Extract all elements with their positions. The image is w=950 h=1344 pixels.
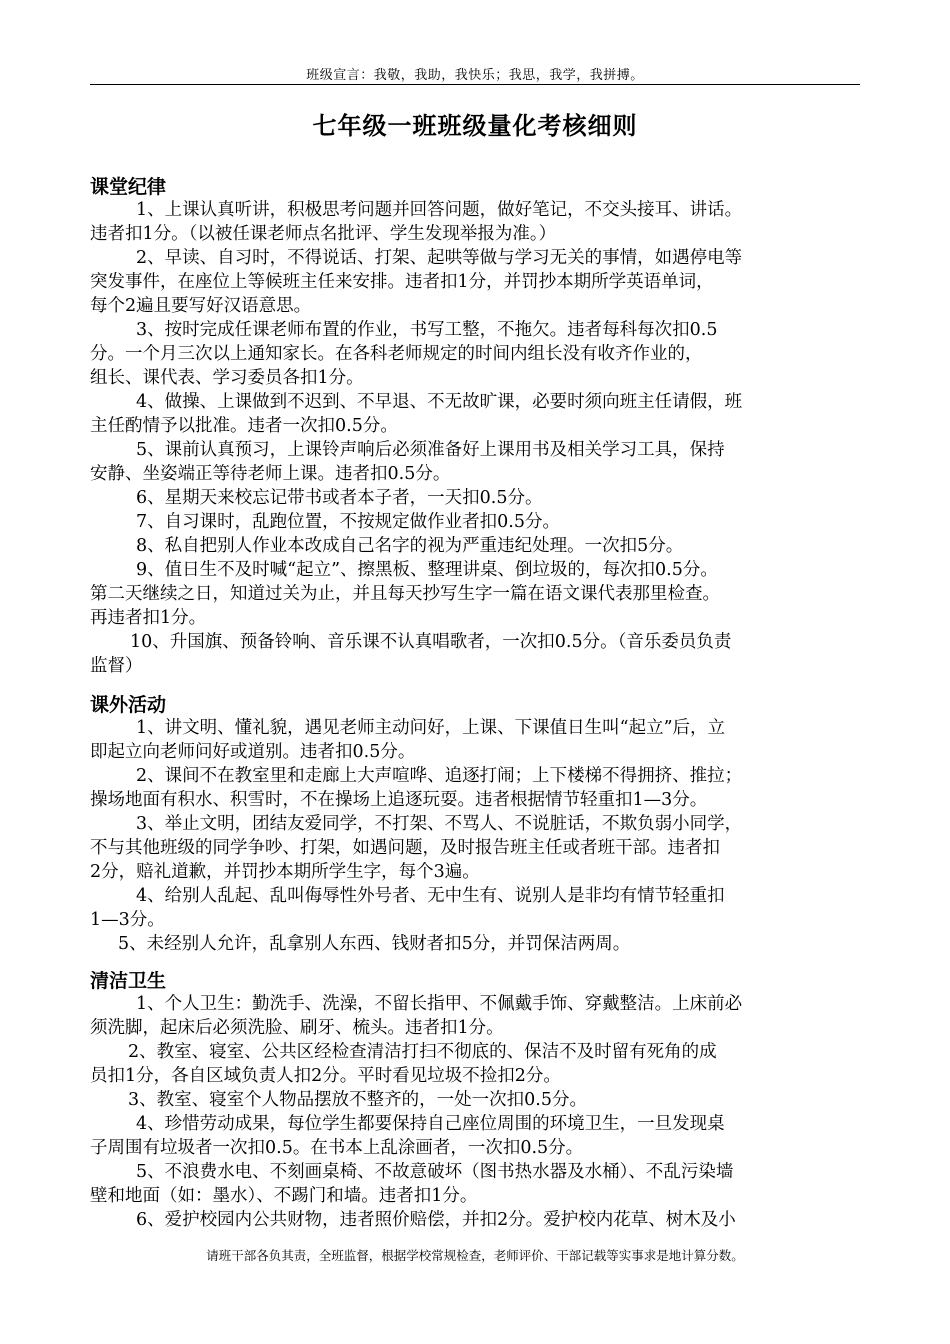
rule-line: 安静、坐姿端正等待老师上课。违者扣0.5分。 (90, 464, 451, 484)
footer-note: 请班干部各负其责，全班监督，根据学校常规检查，老师评价、干部记载等实事求是地计算分数。 (206, 1248, 744, 1263)
rule-line: 7、自习课时，乱跑位置，不按规定做作业者扣0.5分。 (136, 512, 560, 532)
rule-line: 每个2遍且要写好汉语意思。 (90, 296, 312, 316)
rule-line: 4、珍惜劳动成果，每位学生都要保持自己座位周围的环境卫生，一旦发现桌 (136, 1114, 725, 1134)
rule-line: 3、教室、寝室个人物品摆放不整齐的，一处一次扣0.5分。 (128, 1090, 587, 1110)
rule-line: 3、举止文明，团结友爱同学，不打架、不骂人、不说脏话，不欺负弱小同学， (136, 814, 743, 834)
rule-line: 违者扣1分。（以被任课老师点名批评、学生发现举报为准。） (90, 224, 557, 244)
header-divider (90, 84, 860, 85)
rule-line: 1—3分。 (90, 910, 165, 930)
rule-line: 5、未经别人允许，乱拿别人东西、钱财者扣5分，并罚保洁两周。 (118, 934, 631, 954)
rule-line: 须洗脚，起床后必须洗脸、刷牙、梳头。违者扣1分。 (90, 1018, 504, 1038)
rule-line: 员扣1分，各自区域负责人扣2分。平时看见垃圾不捡扣2分。 (90, 1066, 561, 1086)
section-heading-activities: 课外活动 (90, 694, 167, 716)
rule-line: 2分，赔礼道歉，并罚抄本期所学生字，每个3遍。 (90, 862, 480, 882)
rule-line: 即起立向老师问好或道别。违者扣0.5分。 (90, 742, 416, 762)
rule-line: 不与其他班级的同学争吵、打架，如遇问题，及时报告班主任或者班干部。违者扣 (90, 838, 720, 858)
rule-line: 第二天继续之日，知道过关为止，并且每天抄写生字一篇在语文课代表那里检查。 (90, 584, 720, 604)
rule-line: 突发事件，在座位上等候班主任来安排。违者扣1分，并罚抄本期所学英语单词， (90, 272, 714, 292)
rule-line: 6、星期天来校忘记带书或者本子者，一天扣0.5分。 (136, 488, 543, 508)
rule-line: 4、做操、上课做到不迟到、不早退、不无故旷课，必要时须向班主任请假，班 (136, 392, 743, 412)
rule-line: 组长、课代表、学习委员各扣1分。 (90, 368, 364, 388)
rule-line: 操场地面有积水、积雪时，不在操场上追逐玩耍。违者根据情节轻重扣1—3分。 (90, 790, 708, 810)
rule-line: 1、个人卫生：勤洗手、洗澡，不留长指甲、不佩戴手饰、穿戴整洁。上床前必 (136, 994, 743, 1014)
rule-line: 5、课前认真预习，上课铃声响后必须准备好上课用书及相关学习工具，保持 (136, 440, 725, 460)
rule-line: 2、教室、寝室、公共区经检查清洁打扫不彻底的、保洁不及时留有死角的成 (128, 1042, 717, 1062)
rule-line: 5、不浪费水电、不刻画桌椅、不故意破坏（图书热水器及水桶）、不乱污染墙 (136, 1162, 734, 1182)
rule-line: 1、讲文明、懂礼貌，遇见老师主动问好，上课、下课值日生叫“起立”后，立 (136, 718, 726, 738)
rule-line: 分。一个月三次以上通知家长。在各科老师规定的时间内组长没有收齐作业的， (90, 344, 703, 364)
section-heading-classroom: 课堂纪律 (90, 176, 167, 198)
rule-line: 2、课间不在教室里和走廊上大声喧哗、追逐打闹；上下楼梯不得拥挤、推拉； (136, 766, 743, 786)
rule-line: 主任酌情予以批准。违者一次扣0.5分。 (90, 416, 398, 436)
section-heading-hygiene: 清洁卫生 (90, 970, 167, 992)
rule-line: 8、私自把别人作业本改成自己名字的视为严重违纪处理。一次扣5分。 (136, 536, 684, 556)
rule-line: 10、升国旗、预备铃响、音乐课不认真唱歌者，一次扣0.5分。（音乐委员负责 (130, 632, 732, 652)
page-title: 七年级一班班级量化考核细则 (312, 112, 638, 140)
rule-line: 2、早读、自习时，不得说话、打架、起哄等做与学习无关的事情，如遇停电等 (136, 248, 743, 268)
class-motto: 班级宣言：我敬，我助，我快乐；我思，我学，我拼搏。 (306, 68, 644, 83)
rule-line: 6、爱护校园内公共财物，违者照价赔偿，并扣2分。爱护校内花草、树木及小 (136, 1210, 736, 1230)
rule-line: 9、值日生不及时喊“起立”、擦黑板、整理讲桌、倒垃圾的，每次扣0.5分。 (136, 560, 718, 580)
rule-line: 4、给别人乱起、乱叫侮辱性外号者、无中生有、说别人是非均有情节轻重扣 (136, 886, 725, 906)
rule-line: 壁和地面（如：墨水）、不踢门和墙。违者扣1分。 (90, 1186, 478, 1206)
rule-line: 监督） (90, 656, 143, 676)
rule-line: 子周围有垃圾者一次扣0.5。在书本上乱涂画者，一次扣0.5分。 (90, 1138, 584, 1158)
rule-line: 再违者扣1分。 (90, 608, 207, 628)
rule-line: 1、上课认真听讲，积极思考问题并回答问题，做好笔记，不交头接耳、讲话。 (136, 200, 743, 220)
rule-line: 3、按时完成任课老师布置的作业，书写工整，不拖欠。违者每科每次扣0.5 (136, 320, 718, 340)
